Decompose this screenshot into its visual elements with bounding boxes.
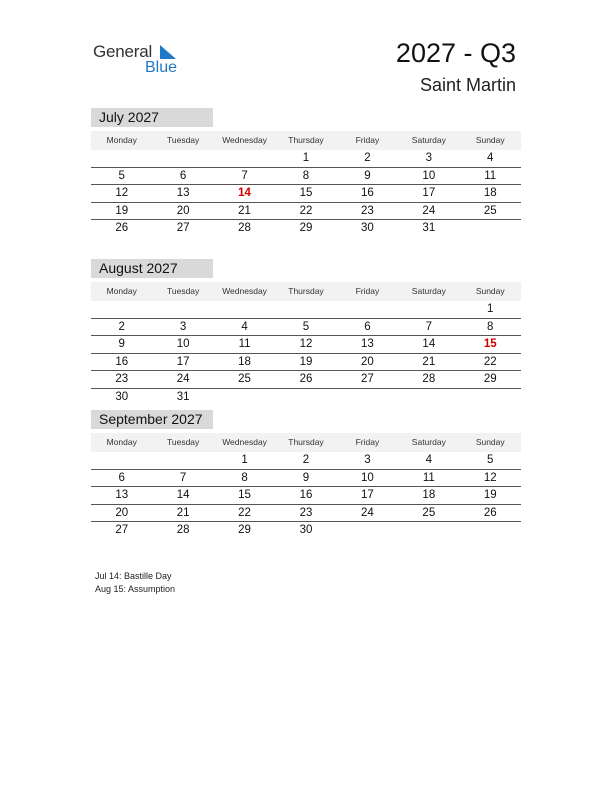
day-cell: 5: [302, 320, 310, 333]
day-cell: 15: [238, 489, 251, 501]
day-cell: 7: [179, 471, 187, 484]
day-cell: 31: [422, 222, 436, 234]
weekday-label: Thursday: [288, 135, 324, 145]
day-cell: 21: [176, 506, 190, 519]
day-cell: 24: [361, 506, 374, 519]
day-cell: 14: [238, 187, 251, 199]
day-cell: 27: [176, 222, 190, 234]
weekday-label: Tuesday: [166, 286, 200, 296]
week-row: [91, 354, 521, 372]
weekday-header: [91, 282, 521, 301]
logo: [93, 40, 193, 80]
weekday-header: [91, 131, 521, 150]
week-row: [91, 319, 521, 337]
week-row: [91, 220, 521, 237]
weeks: [91, 150, 521, 237]
day-cell: 13: [115, 489, 129, 501]
day-cell: 11: [238, 338, 251, 350]
empty-day-cell: [275, 389, 336, 406]
empty-day-cell: [398, 301, 459, 318]
day-cell: 26: [483, 506, 497, 519]
day-cell: 10: [176, 338, 190, 350]
day-cell: 14: [422, 338, 436, 350]
week-row: [91, 168, 521, 186]
day-cell: 16: [361, 187, 374, 199]
weeks: [91, 301, 521, 405]
day-cell: 8: [302, 169, 310, 182]
day-cell: 27: [115, 524, 129, 536]
day-cell: 5: [487, 454, 494, 466]
day-cell: 26: [299, 373, 313, 385]
day-cell: 25: [422, 506, 436, 519]
day-cell: 9: [118, 338, 125, 350]
day-cell: 2: [364, 152, 371, 164]
day-cell: 20: [176, 204, 190, 217]
logo-triangle-icon: [160, 45, 176, 59]
empty-day-cell: [337, 301, 398, 318]
day-cell: 3: [179, 320, 187, 333]
weekday-label: Friday: [355, 437, 380, 447]
empty-day-cell: [91, 452, 152, 469]
empty-day-cell: [91, 150, 152, 167]
week-row: [91, 389, 521, 406]
empty-day-cell: [91, 301, 152, 318]
empty-day-cell: [152, 150, 213, 167]
day-cell: 31: [176, 390, 190, 403]
day-cell: 25: [483, 204, 497, 217]
day-cell: 6: [364, 320, 371, 333]
weekday-label: Wednesday: [222, 135, 267, 145]
empty-day-cell: [460, 389, 521, 406]
day-cell: 17: [361, 489, 374, 501]
day-cell: 15: [299, 187, 313, 199]
day-cell: 2: [118, 320, 125, 333]
day-cell: 24: [176, 373, 190, 385]
month-september: [91, 410, 521, 539]
day-cell: 28: [176, 524, 190, 536]
empty-day-cell: [337, 522, 398, 539]
country-name: Saint Martin: [419, 75, 516, 95]
empty-day-cell: [398, 522, 459, 539]
day-cell: 17: [176, 355, 190, 368]
week-row: [91, 301, 521, 319]
month-title: September 2027: [91, 410, 213, 429]
empty-day-cell: [398, 389, 459, 406]
day-cell: 12: [299, 338, 313, 350]
day-cell: 29: [299, 222, 313, 234]
month-july: [91, 108, 521, 237]
day-cell: 18: [238, 355, 251, 368]
day-cell: 5: [118, 169, 125, 182]
week-row: [91, 522, 521, 539]
day-cell: 27: [361, 373, 374, 385]
day-cell: 28: [422, 373, 436, 385]
month-title: August 2027: [91, 259, 213, 278]
weeks: [91, 452, 521, 539]
day-cell: 24: [422, 204, 436, 217]
day-cell: 14: [176, 489, 190, 501]
weekday-label: Saturday: [411, 437, 446, 447]
weekday-label: Monday: [106, 437, 137, 447]
weekday-label: Friday: [355, 286, 380, 296]
weekday-label: Tuesday: [166, 437, 200, 447]
day-cell: 16: [115, 355, 129, 368]
empty-day-cell: [214, 150, 275, 167]
day-cell: 1: [241, 454, 248, 466]
day-cell: 30: [299, 524, 313, 536]
empty-day-cell: [460, 220, 521, 237]
holiday-note: Aug 15: Assumption: [95, 584, 176, 594]
weekday-label: Thursday: [288, 437, 324, 447]
day-cell: 16: [299, 489, 313, 501]
week-row: [91, 203, 521, 221]
holiday-note: Jul 14: Bastille Day: [95, 571, 172, 581]
day-cell: 18: [483, 187, 497, 199]
weekday-label: Friday: [355, 135, 380, 145]
day-cell: 6: [179, 169, 187, 182]
month-august: [91, 259, 521, 405]
week-row: [91, 470, 521, 488]
day-cell: 3: [425, 152, 433, 164]
day-cell: 4: [425, 454, 433, 466]
day-cell: 12: [115, 187, 129, 199]
day-cell: 26: [115, 222, 129, 234]
day-cell: 3: [364, 454, 371, 466]
day-cell: 23: [115, 373, 129, 385]
weekday-header: [91, 433, 521, 452]
day-cell: 21: [238, 204, 251, 217]
weekday-label: Sunday: [475, 286, 505, 296]
day-cell: 17: [422, 187, 436, 199]
weekday-label: Thursday: [288, 286, 324, 296]
weekday-label: Wednesday: [222, 437, 267, 447]
day-cell: 13: [361, 338, 374, 350]
day-cell: 19: [483, 489, 497, 501]
day-cell: 1: [487, 303, 494, 315]
empty-day-cell: [275, 301, 336, 318]
day-cell: 20: [115, 506, 129, 519]
week-row: [91, 336, 521, 354]
weekday-label: Saturday: [411, 135, 446, 145]
day-cell: 2: [302, 454, 310, 466]
day-cell: 10: [361, 471, 374, 484]
weekday-label: Monday: [106, 286, 137, 296]
weekday-label: Wednesday: [222, 286, 267, 296]
day-cell: 4: [241, 320, 248, 333]
empty-day-cell: [152, 452, 213, 469]
day-cell: 29: [483, 373, 497, 385]
empty-day-cell: [214, 389, 275, 406]
day-cell: 7: [425, 320, 433, 333]
empty-day-cell: [337, 389, 398, 406]
day-cell: 21: [422, 355, 436, 368]
day-cell: 19: [299, 355, 313, 368]
week-row: [91, 452, 521, 470]
weekday-label: Sunday: [475, 135, 505, 145]
day-cell: 4: [487, 152, 494, 164]
day-cell: 22: [299, 204, 313, 217]
weekday-label: Tuesday: [166, 135, 200, 145]
day-cell: 1: [302, 152, 310, 164]
day-cell: 25: [238, 373, 251, 385]
day-cell: 15: [483, 338, 497, 350]
day-cell: 23: [361, 204, 374, 217]
weekday-label: Sunday: [475, 437, 505, 447]
day-cell: 11: [484, 169, 497, 182]
day-cell: 20: [361, 355, 374, 368]
weekday-label: Monday: [106, 135, 137, 145]
week-row: [91, 185, 521, 203]
empty-day-cell: [152, 301, 213, 318]
day-cell: 30: [115, 390, 129, 403]
day-cell: 6: [118, 471, 125, 484]
day-cell: 28: [238, 222, 251, 234]
page-title: 2027 - Q3: [395, 38, 516, 68]
day-cell: 18: [422, 489, 436, 501]
day-cell: 29: [238, 524, 251, 536]
day-cell: 7: [241, 169, 248, 182]
week-row: [91, 371, 521, 389]
week-row: [91, 505, 521, 523]
logo-blue-text: Blue: [145, 59, 178, 76]
day-cell: 30: [361, 222, 374, 234]
day-cell: 19: [115, 204, 129, 217]
day-cell: 8: [487, 320, 494, 333]
week-row: [91, 150, 521, 168]
holiday-notes: [95, 570, 175, 596]
day-cell: 22: [483, 355, 497, 368]
day-cell: 9: [302, 471, 310, 484]
day-cell: 8: [241, 471, 248, 484]
empty-day-cell: [214, 301, 275, 318]
day-cell: 23: [299, 506, 313, 519]
day-cell: 12: [483, 471, 497, 484]
week-row: [91, 487, 521, 505]
day-cell: 9: [364, 169, 371, 182]
month-title: July 2027: [91, 108, 213, 127]
empty-day-cell: [460, 522, 521, 539]
day-cell: 13: [176, 187, 190, 199]
day-cell: 22: [238, 506, 251, 519]
day-cell: 10: [422, 169, 436, 182]
logo-general-text: General: [93, 42, 153, 61]
weekday-label: Saturday: [411, 286, 446, 296]
day-cell: 11: [422, 471, 435, 484]
